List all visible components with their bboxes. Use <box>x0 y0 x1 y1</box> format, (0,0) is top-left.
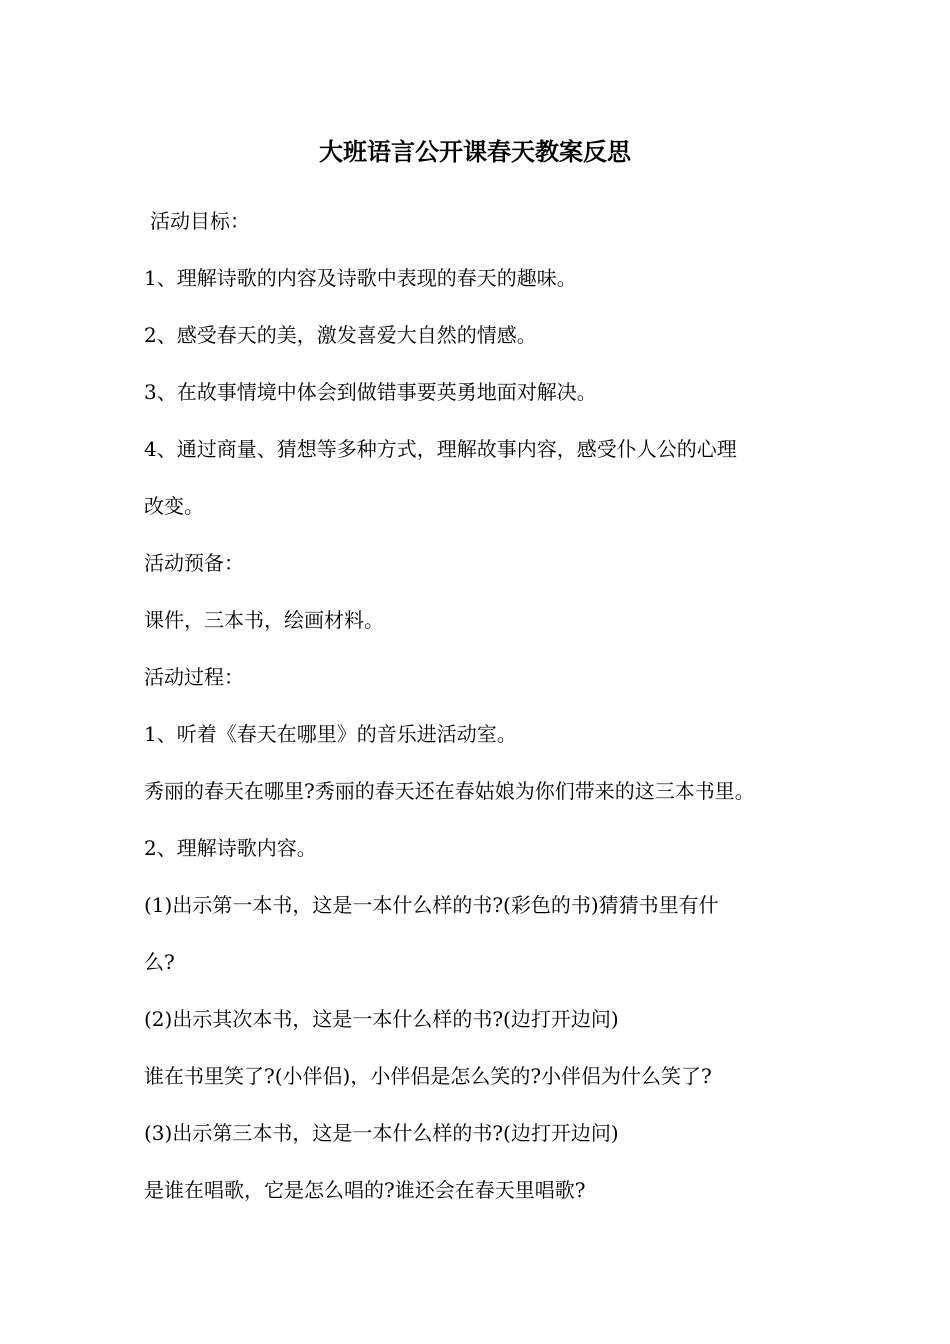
paragraph-line: 么? <box>144 950 175 974</box>
section-heading-preparation: 活动预备： <box>144 551 244 575</box>
paragraph-line: 谁在书里笑了?(小伴侣)，小伴侣是怎么笑的?小伴侣为什么笑了? <box>144 1064 712 1088</box>
section-heading-process: 活动过程： <box>144 665 244 689</box>
paragraph-line: 4、通过商量、猜想等多种方式，理解故事内容，感受仆人公的心理 <box>144 437 737 461</box>
document-title: 大班语言公开课春天教案反思 <box>319 137 631 166</box>
paragraph-line: 1、理解诗歌的内容及诗歌中表现的春天的趣味。 <box>144 266 577 290</box>
paragraph-line: 课件，三本书，绘画材料。 <box>144 608 384 632</box>
paragraph-line: (3)出示第三本书，这是一本什么样的书?(边打开边问) <box>144 1121 619 1145</box>
paragraph-line: 2、感受春天的美，激发喜爱大自然的情感。 <box>144 323 537 347</box>
paragraph-line: 1、听着《春天在哪里》的音乐进活动室。 <box>144 722 517 746</box>
paragraph-line: (1)出示第一本书，这是一本什么样的书?(彩色的书)猜猜书里有什 <box>144 893 719 917</box>
paragraph-line: 是谁在唱歌，它是怎么唱的?谁还会在春天里唱歌? <box>144 1178 586 1202</box>
section-heading-goals: 活动目标： <box>150 209 250 233</box>
paragraph-line: 改变。 <box>144 494 204 518</box>
paragraph-line: 秀丽的春天在哪里?秀丽的春天还在春姑娘为你们带来的这三本书里。 <box>144 779 755 803</box>
paragraph-line: (2)出示其次本书，这是一本什么样的书?(边打开边问) <box>144 1007 619 1031</box>
paragraph-line: 2、理解诗歌内容。 <box>144 836 317 860</box>
paragraph-line: 3、在故事情境中体会到做错事要英勇地面对解决。 <box>144 380 597 404</box>
